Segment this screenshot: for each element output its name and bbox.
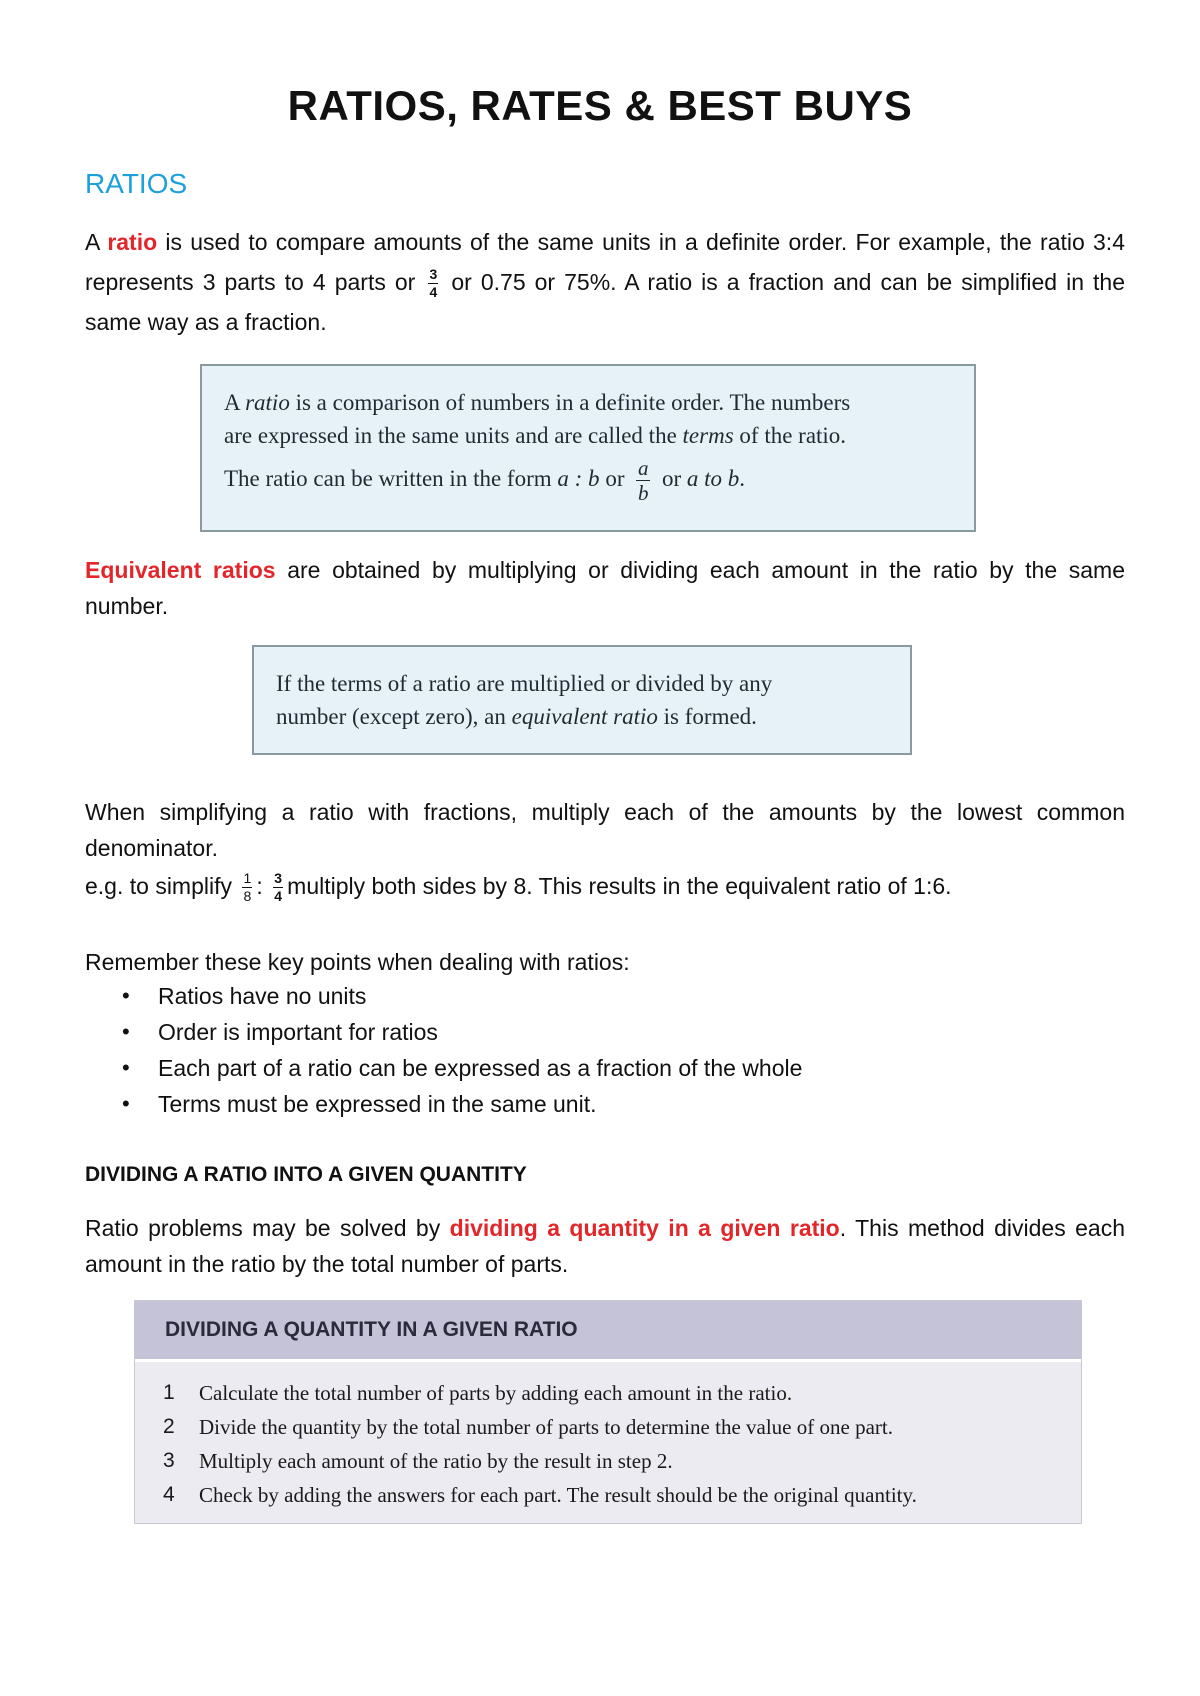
step-text: Check by adding the answers for each part. The result should be the original quantity.	[199, 1483, 917, 1507]
equivalent-paragraph	[85, 552, 1125, 624]
box1-line3: The ratio can be written in the form a : b or $\frac{a}{b}$ or a to b.	[224, 456, 746, 505]
dividing-text-b: . This method divides each amount in the ratio by the total number of parts.	[85, 1215, 1126, 1277]
fraction-numerator: 3	[429, 266, 438, 283]
equivalent-text: are obtained by multiplying or dividing each amount in the ratio by the same number.	[85, 557, 1126, 619]
step-text: Multiply each amount of the ratio by the result in step 2.	[199, 1449, 673, 1473]
box2-line2: number (except zero), an equivalent ratio is formed.	[276, 704, 757, 729]
section-heading-ratios: RATIOS	[85, 168, 188, 199]
dividing-text-a: Ratio problems may be solved by	[85, 1215, 450, 1241]
steps-box	[134, 1300, 1082, 1524]
example-colon: :	[256, 873, 263, 899]
fraction-denominator: 4	[429, 284, 438, 301]
step-text: Calculate the total number of parts by adding each amount in the ratio.	[199, 1381, 793, 1405]
step-number: 3	[163, 1449, 175, 1472]
dividing-keyword: dividing a quantity in a given ratio	[449, 1215, 840, 1241]
example-text-b: multiply both sides by 8. This results in the equivalent ratio of 1:6.	[287, 873, 952, 899]
box1-line2: are expressed in the same units and are called the terms of the ratio.	[224, 423, 847, 448]
box1-form-em: a : b	[557, 465, 600, 491]
key-points-list	[85, 978, 802, 1122]
step-number: 2	[163, 1415, 175, 1438]
step-row	[135, 1444, 1081, 1478]
step-number: 1	[163, 1381, 175, 1404]
box1-line1: A ratio is a comparison of numbers in a definite order. The numbers	[224, 390, 851, 415]
box1-ratio-em: ratio	[245, 390, 290, 415]
simplify-example	[85, 868, 1125, 904]
step-row	[135, 1478, 1081, 1512]
example-text-a: e.g. to simplify	[85, 873, 232, 899]
ratio-definition-box	[200, 364, 976, 532]
dividing-heading: DIVIDING A RATIO INTO A GIVEN QUANTITY	[85, 1163, 527, 1186]
page-title: RATIOS, RATES & BEST BUYS	[287, 82, 913, 129]
list-item: • Order is important for ratios	[85, 1014, 802, 1050]
step-number: 4	[163, 1483, 175, 1506]
step-text: Divide the quantity by the total number of parts to determine the value of one part.	[199, 1415, 893, 1439]
dividing-paragraph	[85, 1210, 1125, 1282]
step-row	[135, 1410, 1081, 1444]
list-item: • Each part of a ratio can be expressed as a fraction of the whole	[85, 1050, 802, 1086]
simplify-paragraph: When simplifying a ratio with fractions, multiply each of the amounts by the lowest common denominator.	[85, 799, 1125, 861]
intro-paragraph	[85, 222, 1125, 342]
fraction-three-quarters	[428, 267, 438, 300]
intro-text-b: is used to compare amounts of the same units in a definite order. For example, the ratio 3:4 represents 3 parts to 4 parts or	[85, 229, 1125, 295]
fraction-three-quarters-example: $\frac{3}{4}$	[274, 870, 283, 905]
ratio-keyword: ratio	[107, 229, 158, 255]
intro-text-a: A	[85, 229, 108, 255]
intro-text-c: or 0.75 or 75%. A ratio is a fraction and can be simplified in the same way as a fraction.	[85, 269, 1125, 335]
box2-equivalent-em: equivalent ratio	[511, 704, 658, 729]
box1-a-to-b-em: a to b	[686, 465, 740, 491]
fraction-a-over-b: $\frac{a}{b}$	[637, 456, 649, 505]
steps-box-header: DIVIDING A QUANTITY IN A GIVEN RATIO	[135, 1301, 1081, 1362]
step-row	[135, 1376, 1081, 1410]
list-item: • Ratios have no units	[85, 978, 802, 1014]
fraction-one-eighth: $\frac{1}{8}$	[243, 870, 252, 905]
steps-list	[135, 1362, 1081, 1512]
equivalent-ratio-box	[252, 645, 912, 755]
box2-line1: If the terms of a ratio are multiplied or divided by any	[276, 671, 773, 696]
remember-intro: Remember these key points when dealing with ratios:	[85, 949, 630, 975]
equivalent-ratios-keyword: Equivalent ratios	[85, 557, 276, 583]
list-item: • Terms must be expressed in the same unit.	[85, 1086, 802, 1122]
box1-terms-em: terms	[682, 423, 734, 448]
